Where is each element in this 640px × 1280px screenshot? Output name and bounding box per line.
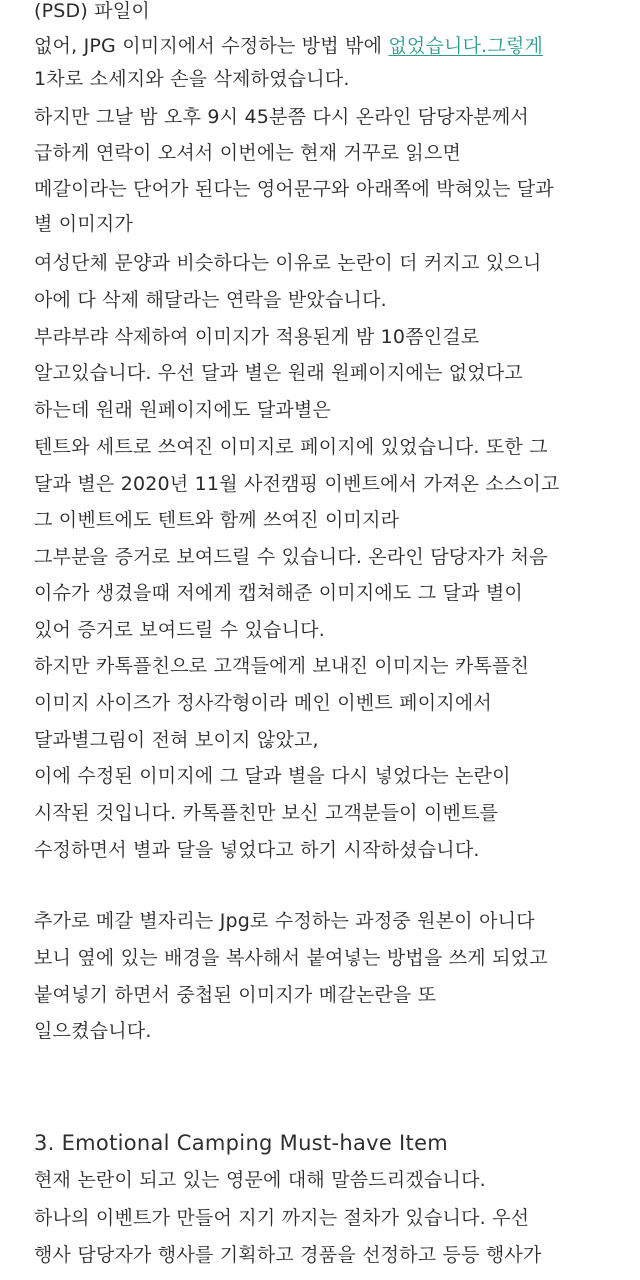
text-line: 추가로 메갈 별자리는 Jpg로 수정하는 과정중 원본이 아니다 <box>34 910 535 932</box>
section-heading: 3. Emotional Camping Must-have Item <box>34 1131 449 1155</box>
text-line: 그 이벤트에도 텐트와 함께 쓰여진 이미지라 <box>34 509 400 531</box>
text-line: 그부분을 증거로 보여드릴 수 있습니다. 온라인 담당자가 처음 <box>34 546 548 568</box>
text-line: 보니 옆에 있는 배경을 복사해서 붙여넣는 방법을 쓰게 되었고 <box>34 947 548 969</box>
text-line: 있어 증거로 보여드릴 수 있습니다. <box>34 619 325 641</box>
text-line: 현재 논란이 되고 있는 영문에 대해 말씀드리겠습니다. <box>34 1169 486 1191</box>
text-line: 메갈이라는 단어가 된다는 영어문구와 아래쪽에 박혀있는 달과 <box>34 178 554 200</box>
text-line: 시작된 것입니다. 카톡플친만 보신 고객분들이 이벤트를 <box>34 802 499 824</box>
text-line: (PSD) 파일이 <box>34 0 150 22</box>
text-line: 급하게 연락이 오셔서 이번에는 현재 거꾸로 읽으면 <box>34 142 462 164</box>
text-line: 하지만 그날 밤 오후 9시 45분쯤 다시 온라인 담당자분께서 <box>34 106 529 128</box>
text-line: 하지만 카톡플친으로 고객들에게 보내진 이미지는 카톡플친 <box>34 655 530 677</box>
text-line: 일으켰습니다. <box>34 1020 152 1042</box>
text-line: 1차로 소세지와 손을 삭제하였습니다. <box>34 68 350 90</box>
text-line: 이에 수정된 이미지에 그 달과 별을 다시 넣었다는 논란이 <box>34 765 511 787</box>
text-line: 수정하면서 별과 달을 넣었다고 하기 시작하셨습니다. <box>34 839 480 861</box>
inline-link[interactable]: 없었습니다.그렇게 <box>388 35 544 57</box>
text-line: 행사 담당자가 행사를 기획하고 경품을 선정하고 등등 행사가 <box>34 1244 542 1266</box>
text-line: 하는데 원래 원페이지에도 달과별은 <box>34 399 332 421</box>
text-line: 별 이미지가 <box>34 213 134 235</box>
text-line: 이미지 사이즈가 정사각형이라 메인 이벤트 페이지에서 <box>34 692 492 714</box>
text-line: 여성단체 문양과 비슷하다는 이유로 논란이 더 커지고 있으니 <box>34 252 542 274</box>
text-line: 붙여넣기 하면서 중첩된 이미지가 메갈논란을 또 <box>34 984 437 1006</box>
text-line: 이슈가 생겼을때 저에게 캡쳐해준 이미지에도 그 달과 별이 <box>34 582 523 604</box>
text-line: 부랴부랴 삭제하여 이미지가 적용된게 밤 10쯤인걸로 <box>34 326 480 348</box>
text-line: 달과 별은 2020년 11월 사전캠핑 이벤트에서 가져온 소스이고 <box>34 473 560 495</box>
text-line: 아에 다 삭제 해달라는 연락을 받았습니다. <box>34 289 387 311</box>
text-line: 하나의 이벤트가 만들어 지기 까지는 절차가 있습니다. 우선 <box>34 1207 530 1229</box>
text-segment: 없어, JPG 이미지에서 수정하는 방법 밖에 <box>34 35 389 57</box>
text-line: 달과별그림이 전혀 보이지 않았고, <box>34 729 319 751</box>
text-line: 텐트와 세트로 쓰여진 이미지로 페이지에 있었습니다. 또한 그 <box>34 436 548 458</box>
text-line: 알고있습니다. 우선 달과 별은 원래 원페이지에는 없었다고 <box>34 362 523 384</box>
text-line <box>34 33 543 59</box>
